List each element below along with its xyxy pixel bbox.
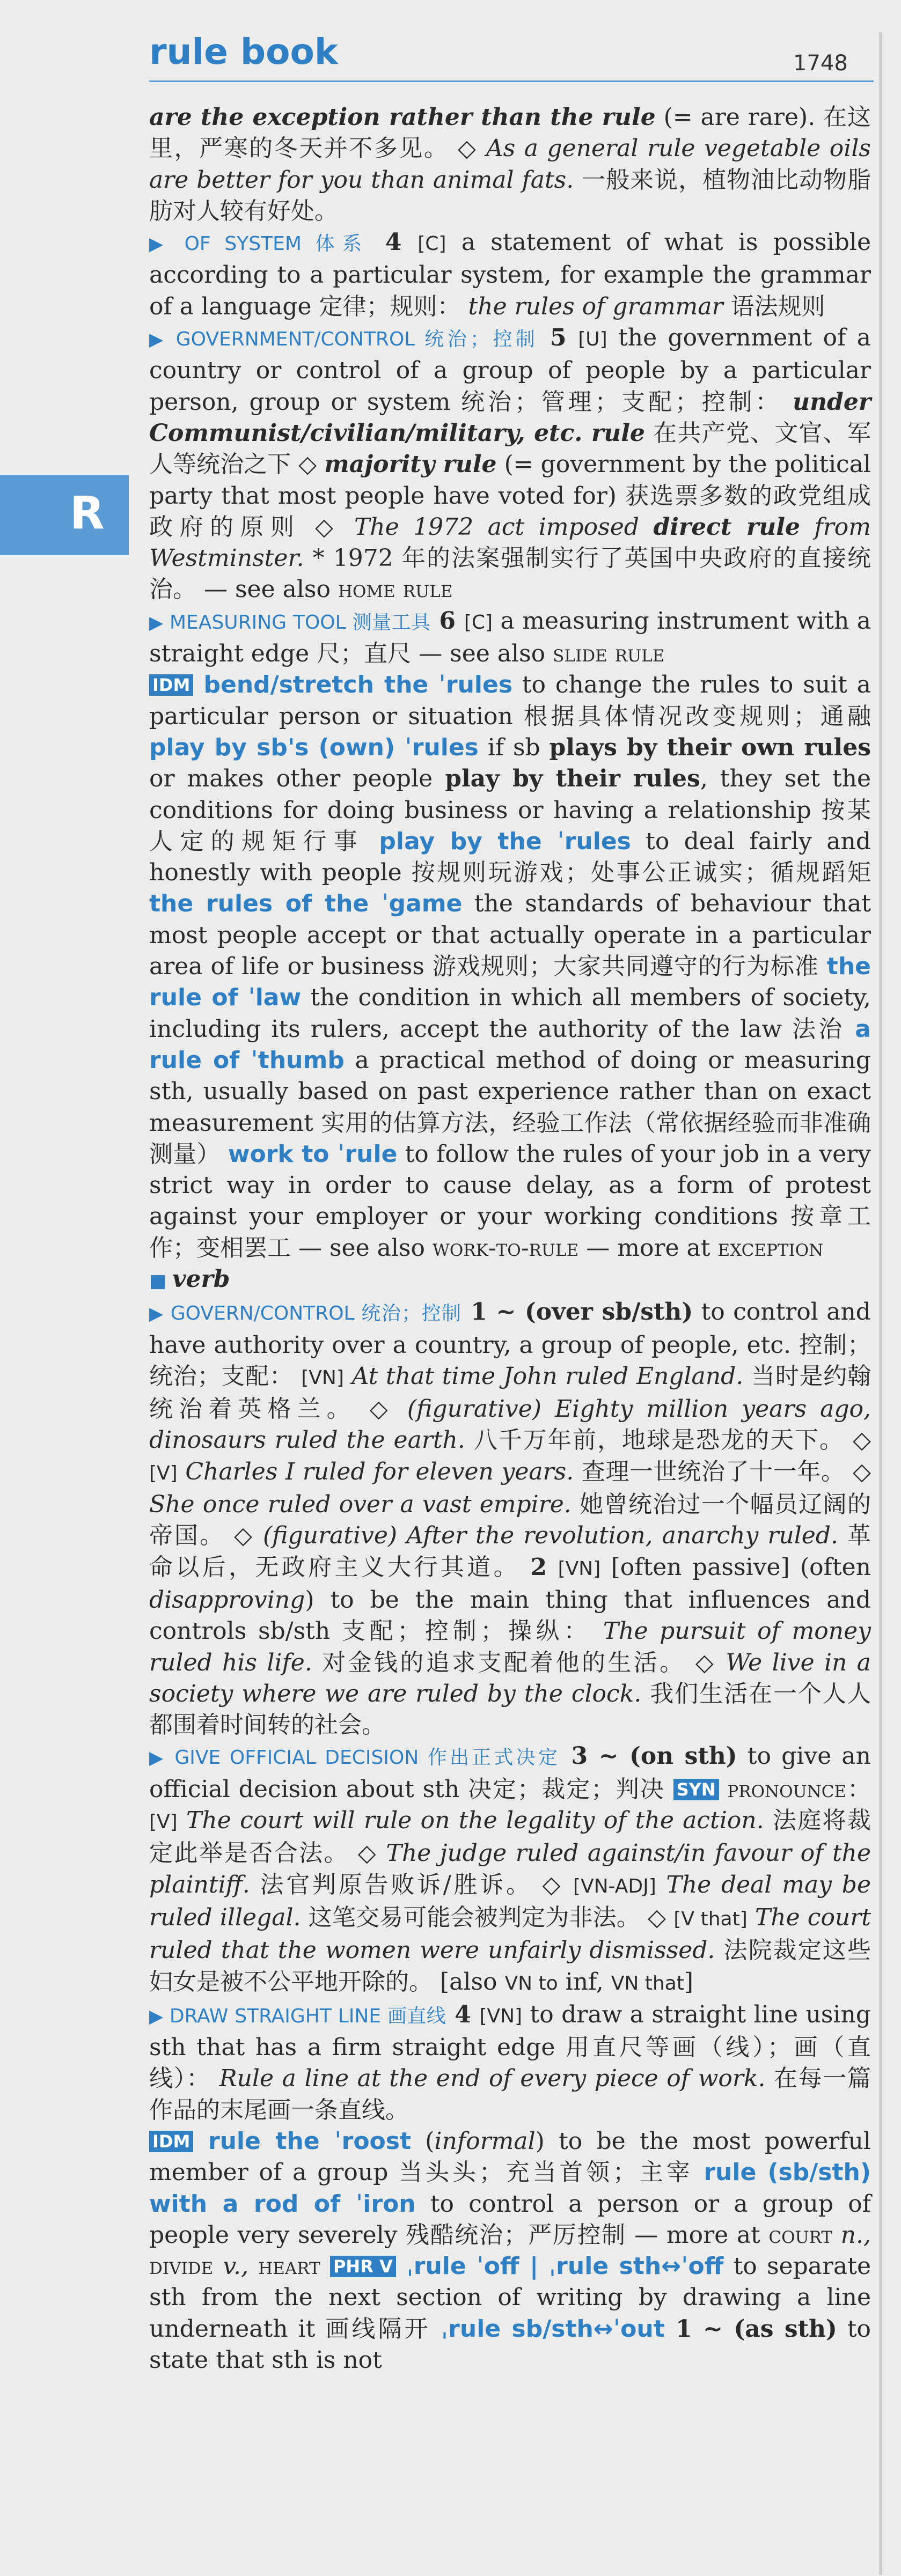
label-box: IDM (149, 674, 193, 696)
entry-text-run: ( (411, 2128, 435, 2155)
grammar-code: [VN] (558, 1557, 601, 1580)
entry-text-run: 法庭将裁定此举是否合法。 ◇ (149, 1807, 871, 1867)
entry-text-run: 在共产党、文官、军人等统治之下 ◇ (149, 419, 871, 479)
entry-text-run: 2 (530, 1553, 558, 1581)
cross-reference: heart (258, 2253, 320, 2280)
entry-text-run: (as sth) (734, 2315, 837, 2343)
entry-text-run (719, 1776, 728, 1803)
entry-text-run: to give an official decision about sth 决定；裁定；判决 (149, 1742, 871, 1803)
sense-signpost: DRAW STRAIGHT LINE 画直线 (169, 2005, 446, 2027)
entry-text-run: (on sth) (629, 1742, 737, 1770)
idiom-phrase: play by sb's (own) ˈrules (149, 733, 479, 761)
sense-marker-icon: ▶ (149, 612, 170, 634)
entry-text-run: 八千万年前，地球是恐龙的天下。 ◇ (465, 1426, 871, 1454)
entry-text-run: to follow the rules of your job in a very strict way in order to cause delay, as a form of protest against your employer or your working conditions 按章工作；变相罢工 — see also (149, 1140, 871, 1262)
entry-text-run: At that time John ruled England. (343, 1362, 744, 1390)
entry-paragraph (149, 669, 871, 1264)
sense-marker-icon: ▶ (149, 1747, 175, 1769)
entry-text-run: a practical method of doing or measuring sth, usually based on past experience rather than on exact measurement 实用的估算方法，经验工作法（常依据经验而非准确测量） (149, 1046, 871, 1168)
entry-text-run: The deal may be ruled illegal. (149, 1871, 871, 1931)
entry-text-run (320, 2253, 330, 2280)
grammar-code: [V] (149, 1811, 178, 1834)
entry-paragraph (149, 322, 871, 606)
part-of-speech-marker-icon: ■ (149, 1270, 172, 1292)
entry-text-run: the government of a country or control of a group of people by a particular person, group or system 统治；管理；支配；控制： (149, 324, 871, 416)
entry-text-run: The 1972 act imposed (354, 513, 654, 541)
grammar-code: [V] (149, 1462, 178, 1484)
entry-text-run: to state that sth is not (149, 2315, 871, 2374)
entry-text-run: — more at (578, 1234, 718, 1262)
entry-text-run: 革命以后，无政府主义大行其道。 (149, 1522, 871, 1581)
entry-text-run: Rule a line at the end of every piece of work. (219, 2065, 766, 2093)
entry-text-run: if sb (478, 733, 550, 761)
entry-text-run: to separate sth from the next section of writing by drawing a line underneath it 画线隔开 (149, 2253, 871, 2343)
entry-text-run: plays by their own rules (549, 733, 871, 761)
entry-text-run: 1 ~ (462, 1298, 525, 1326)
label-box: PHR V (330, 2256, 396, 2277)
grammar-code: VN to (504, 1972, 558, 1994)
idiom-phrase: ˌrule ˈoff | ˌrule sth↔ˈoff (395, 2253, 724, 2280)
entry-paragraph (149, 102, 871, 227)
entry-text-run: The court will rule on the legality of the action. (177, 1807, 764, 1835)
entry-text-run: majority rule (324, 451, 497, 479)
cross-reference: slide rule (553, 640, 665, 668)
entry-paragraph (149, 1741, 871, 1999)
entry-text-run: informal (434, 2128, 536, 2155)
idiom-phrase: rule the ˈroost (193, 2128, 412, 2155)
entry-text-run: the standards of behaviour that most people accept or that actually operate in a particular area of life or business 游戏规则；大家共同遵守的行为标准 (149, 890, 871, 981)
entry-text-run: 这笔交易可能会被判定为非法。 ◇ (301, 1903, 674, 1931)
entry-text-run: to draw a straight line using sth that has a firm straight edge 用直尺等画（线）；画（直线）： (149, 2000, 871, 2093)
page-number: 1748 (793, 51, 848, 76)
entry-text-run: to change the rules to suit a particular person or situation 根据具体情况改变规则；通融 (149, 671, 871, 730)
entry-text-run: v., (213, 2253, 259, 2280)
entry-text-run: The court ruled that the women were unfairly dismissed. (149, 1903, 871, 1964)
header-divider (149, 80, 874, 82)
entry-text-run: 对金钱的追求支配着他的生活。 ◇ (312, 1648, 726, 1676)
entry-paragraph (149, 227, 871, 322)
entry-text-run: 4 (446, 2000, 480, 2028)
entry-text-run: * 1972 年的法案强制实行了英国中央政府的直接统治。 — see also (149, 544, 871, 603)
entry-text-run: ： (846, 1775, 871, 1803)
entry-text-run: 4 (369, 229, 418, 256)
entry-text-run: or makes other people (149, 765, 445, 793)
cross-reference: divide (149, 2253, 214, 2280)
entry-paragraph (149, 1297, 871, 1741)
entry-text-run: (= government by the political party that most people have voted for) 获选票多数的政党组成政府的原则 ◇ (149, 451, 871, 541)
entry-text-run: (figurative) After the revolution, anarchy ruled. (262, 1522, 838, 1550)
entry-text-run: 一般来说，植物油比动物脂肪对人较有好处。 (149, 166, 871, 225)
entry-text-run: (= are rare). 在这里，严寒的冬天并不多见。 ◇ (149, 104, 871, 163)
cross-reference: pronounce (727, 1775, 847, 1803)
entry-text-run: the condition in which all members of society, including its rulers, accept the authority of the law 法治 (149, 984, 871, 1043)
entry-text-run: inf, (558, 1968, 611, 1996)
entry-text-run: As a general rule vegetable oils are better for you than animal fats. (149, 135, 871, 194)
grammar-code: [C] (417, 233, 446, 255)
running-headword: rule book (149, 31, 338, 72)
page-header (0, 0, 901, 91)
entry-text-run: disapproving (149, 1586, 305, 1614)
idiom-phrase: a rule of ˈthumb (149, 1015, 871, 1074)
entry-text-run: Charles I ruled for eleven years. (177, 1458, 574, 1485)
entry-text-run: n., (832, 2221, 871, 2249)
entry-text-run: ) to be the main thing that influences and controls sb/sth 支配；控制；操纵： (149, 1586, 871, 1645)
entry-paragraph (149, 1999, 871, 2126)
cross-reference: court (768, 2221, 833, 2249)
idiom-phrase: ˌrule sb/sth↔ˈout (441, 2315, 665, 2343)
idiom-phrase: the rule of ˈlaw (149, 953, 871, 1012)
grammar-code: VN that (611, 1972, 684, 1994)
entry-text-run: 她曾统治过一个幅员辽阔的帝国。 ◇ (149, 1491, 871, 1550)
entry-text-run: under Communist/civilian/military, etc. rule (149, 388, 871, 447)
grammar-code: [C] (464, 611, 493, 634)
entry-text-run: (figurative) Eighty million years ago, dinosaurs ruled the earth. (149, 1395, 871, 1454)
sense-signpost: MEASURING TOOL 测量工具 (169, 611, 431, 634)
grammar-code: [VN] (479, 2005, 523, 2027)
idiom-phrase: rule (sb/sth) with a rod of ˈiron (149, 2159, 871, 2218)
entry-text-run: The pursuit of money ruled his life. (149, 1617, 871, 1676)
entry-text-run: direct rule (653, 513, 800, 541)
label-box: SYN (673, 1779, 719, 1800)
entry-text-run: , they set the conditions for doing business or having a relationship 按某人定的规矩行事 (149, 765, 871, 855)
entry-text-run: a measuring instrument with a straight edge 尺；直尺 — see also (149, 607, 871, 668)
entry-text-run: to deal fairly and honestly with people 按规则玩游戏；处事公正诚实；循规蹈矩 (149, 827, 871, 887)
sense-marker-icon: ▶ (149, 233, 185, 255)
entry-text-run: are the exception rather than the rule (149, 104, 656, 131)
entry-text-run: ] (684, 1968, 694, 1996)
label-box: IDM (149, 2131, 193, 2152)
sense-signpost: GIVE OFFICIAL DECISION 作出正式决定 (174, 1747, 561, 1769)
idiom-phrase: bend/stretch the ˈrules (193, 671, 513, 699)
idiom-phrase: work to ˈrule (228, 1140, 398, 1168)
entry-text-run: We live in a society where we are ruled by the clock. (149, 1648, 871, 1707)
entry-text-run: 当时是约翰统治着英格兰。 ◇ (149, 1362, 871, 1423)
entry-paragraph (149, 2126, 871, 2376)
entry-text-run: She once ruled over a vast empire. (149, 1491, 572, 1519)
cross-reference: home rule (338, 576, 453, 603)
entry-text-run: the rules of grammar (468, 292, 723, 320)
entry-text-run: a statement of what is possible according to a particular system, for example the grammar of a language 定律；规则： (149, 229, 871, 320)
entry-text-run: The judge ruled against/in favour of the plaintiff. (149, 1839, 871, 1898)
sense-marker-icon: ▶ (149, 1303, 171, 1325)
tab-letter: R (70, 487, 105, 539)
grammar-code: [VN-ADJ] (573, 1875, 656, 1897)
entry-text-run: 1 ~ (664, 2315, 734, 2343)
entry-text-run: ) to be the most powerful member of a group 当头头；充当首领；主宰 (149, 2128, 871, 2187)
entry-text-run: 法院裁定这些妇女是被不公平地开除的。 [also (149, 1937, 871, 1996)
sense-marker-icon: ▶ (149, 2005, 170, 2027)
sense-signpost: OF SYSTEM 体系 (184, 233, 370, 255)
idiom-phrase: play by the ˈrules (379, 827, 631, 855)
sense-signpost: GOVERNMENT/CONTROL 统治；控制 (175, 328, 539, 351)
entry-text-run: from Westminster. (149, 513, 871, 572)
entry-text-run: 在每一篇作品的末尾画一条直线。 (149, 2065, 871, 2124)
entry-text-run: (over sb/sth) (525, 1298, 693, 1326)
grammar-code: [U] (578, 328, 607, 351)
entry-text-run: verb (172, 1265, 230, 1293)
entry-text-run: 5 (538, 324, 578, 352)
cross-reference: work-to-rule (432, 1234, 579, 1262)
entry-text-run: 查理一世统治了十一年。 ◇ (574, 1458, 871, 1485)
sense-signpost: GOVERN/CONTROL 统治；控制 (170, 1302, 462, 1325)
idiom-phrase: the rules of the ˈgame (149, 890, 463, 918)
entry-text-run: 6 (430, 607, 464, 635)
entry-text-run: 我们生活在一个人人都围着时间转的社会。 (149, 1680, 871, 1739)
entry-paragraph (149, 1264, 871, 1297)
letter-thumb-tab (0, 475, 129, 555)
entry-text-run: to control and have authority over a country, a group of people, etc. 控制；统治；支配： (149, 1298, 871, 1390)
page-edge-divider (879, 32, 882, 2575)
entry-paragraph (149, 606, 871, 670)
entry-text-run: 语法规则 (723, 292, 825, 320)
entry-text-run: 3 ~ (560, 1742, 630, 1770)
sense-marker-icon: ▶ (149, 329, 176, 351)
entry-text-run: play by their rules (445, 765, 700, 793)
entry-text-run: to control a person or a group of people very severely 残酷统治；严厉控制 — more at (149, 2190, 871, 2249)
entry-text-run: 法官判原告败诉/胜诉。 ◇ (250, 1871, 573, 1898)
entry-text-run: [often passive] (often (600, 1553, 871, 1581)
grammar-code: [V that] (673, 1908, 748, 1930)
cross-reference: exception (717, 1234, 824, 1262)
dictionary-entry-text (149, 102, 871, 2376)
grammar-code: [VN] (301, 1366, 344, 1389)
